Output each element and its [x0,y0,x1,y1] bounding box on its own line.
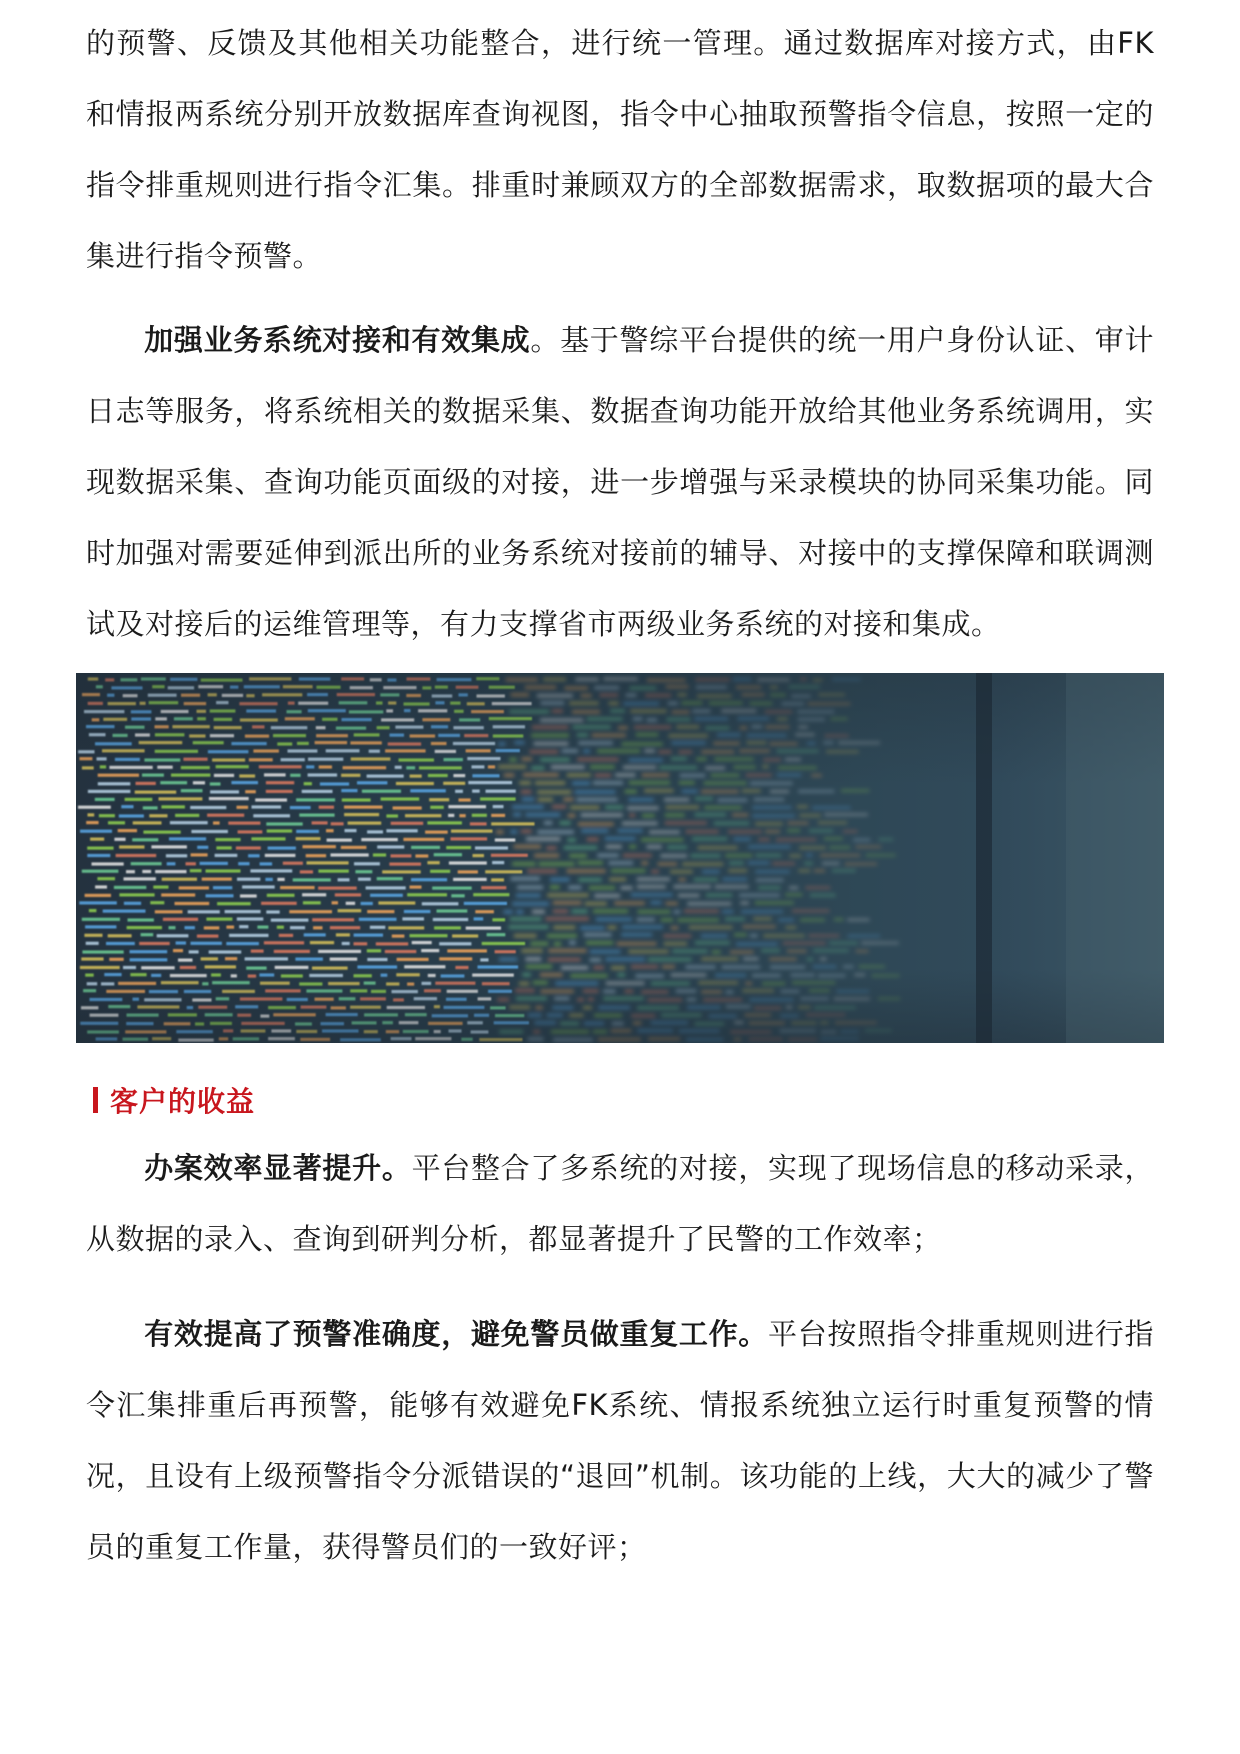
section-heading-text: 客户的收益 [110,1085,256,1118]
paragraph-2-bold-lead: 加强业务系统对接和有效集成 [144,323,531,357]
paragraph-4-text: 平台按照指令排重规则进行指令汇集排重后再预警，能够有效避免FK系统、情报系统独立运行时重复预警的情况，且设有上级预警指令分派错误的“退回”机制。该功能的上线，大大的减少了警员的重复工作量，获得警员们的一致好评； [86,1317,1154,1564]
paragraph-1-text: 的预警、反馈及其他相关功能整合，进行统一管理。通过数据库对接方式，由FK和情报两系统分别开放数据库查询视图，指令中心抽取预警指令信息，按照一定的指令排重规则进行指令汇集。排重时兼顾双方的全部数据需求，取数据项的最大合集进行指令预警。 [86,26,1154,273]
code-screen-photo [76,673,1164,1043]
section-marker-bar [93,1087,98,1113]
paragraph-warning-integration [86,8,1154,292]
paragraph-efficiency [86,1133,1154,1275]
paragraph-3-text: 平台整合了多系统的对接，实现了现场信息的移动采录，从数据的录入、查询到研判分析，都显著提升了民警的工作效率； [86,1151,1154,1256]
paragraph-system-integration [86,305,1154,660]
paragraph-4-bold-lead: 有效提高了预警准确度，避免警员做重复工作。 [144,1317,769,1351]
paragraph-3-bold-lead: 办案效率显著提升。 [144,1151,412,1185]
paragraph-accuracy [86,1299,1154,1583]
section-heading-customer-benefits [93,1078,255,1122]
paragraph-2-text: 。基于警综平台提供的统一用户身份认证、审计日志等服务，将系统相关的数据采集、数据查询功能开放给其他业务系统调用，实现数据采集、查询功能页面级的对接，进一步增强与采录模块的协同采集功能。同时加强对需要延伸到派出所的业务系统对接前的辅导、对接中的支撑保障和联调测试及对接后的运维管理等，有力支撑省市两级业务系统的对接和集成。 [86,323,1154,641]
